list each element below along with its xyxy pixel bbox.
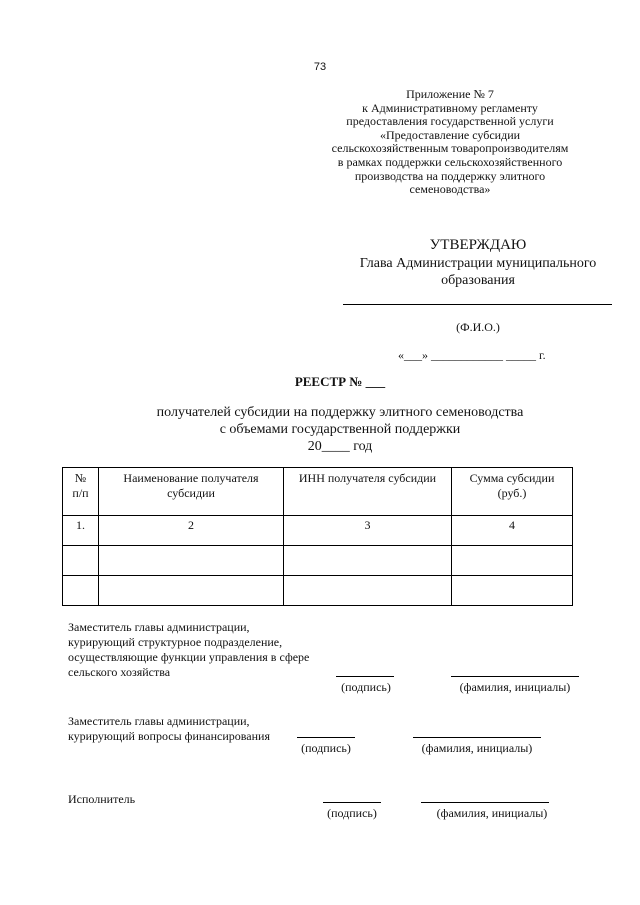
table-cell: 2 bbox=[99, 516, 284, 546]
executor-sign-caption: (подпись) bbox=[327, 806, 377, 820]
table-row bbox=[63, 546, 573, 576]
header-amount: Сумма субсидии (руб.) bbox=[452, 468, 573, 516]
table-cell bbox=[452, 546, 573, 576]
table-cell: 1. bbox=[63, 516, 99, 546]
approval-position-2: образования bbox=[441, 273, 515, 288]
appendix-line: «Предоставление субсидии bbox=[379, 127, 521, 142]
deputy-agri-name-line bbox=[451, 676, 579, 677]
table-cell bbox=[63, 546, 99, 576]
table-row bbox=[63, 516, 573, 546]
approval-position: Глава Администрации муниципального bbox=[359, 256, 597, 271]
header-recipient-name: Наименование получателя субсидии bbox=[99, 468, 284, 516]
table-cell bbox=[452, 576, 573, 606]
table-cell bbox=[99, 546, 284, 576]
executor-name-caption: (фамилия, инициалы) bbox=[436, 806, 548, 820]
deputy-finance-title: Заместитель главы администрации, курирующий вопросы финансирования bbox=[68, 714, 270, 743]
register-subtitle-line: с объемами государственной поддержки bbox=[219, 422, 461, 437]
table-cell bbox=[99, 576, 284, 606]
executor-signature-line bbox=[323, 802, 381, 803]
executor-label: Исполнитель bbox=[68, 792, 136, 806]
fio-caption: (Ф.И.О.) bbox=[456, 320, 500, 334]
appendix-line: производства на поддержку элитного bbox=[354, 168, 546, 183]
appendix-line: в рамках поддержки сельскохозяйственного bbox=[337, 154, 563, 169]
table-cell: 3 bbox=[284, 516, 452, 546]
deputy-finance-signature-line bbox=[297, 737, 355, 738]
table-cell bbox=[284, 576, 452, 606]
deputy-agri-title: Заместитель главы администрации, курирующий структурное подразделение, осуществляющие функции управления в сфере сельского хозяйства bbox=[68, 620, 310, 679]
approval-block bbox=[340, 236, 616, 289]
deputy-finance-name-line bbox=[413, 737, 541, 738]
table-header-row bbox=[63, 468, 573, 516]
register-table bbox=[62, 467, 573, 606]
table-cell bbox=[63, 576, 99, 606]
table-cell: 4 bbox=[452, 516, 573, 546]
appendix-line: семеноводства» bbox=[409, 182, 491, 197]
header-number: № п/п bbox=[63, 468, 99, 516]
appendix-block bbox=[300, 88, 600, 197]
table-row bbox=[63, 576, 573, 606]
approval-date: «___» ____________ _____ г. bbox=[398, 348, 546, 362]
deputy-agri-name-caption: (фамилия, инициалы) bbox=[459, 680, 571, 694]
header-inn: ИНН получателя субсидии bbox=[284, 468, 452, 516]
executor-name-line bbox=[421, 802, 549, 803]
approval-signature-line bbox=[343, 304, 612, 305]
register-year: 20____ год bbox=[307, 439, 373, 454]
appendix-line: Приложение № 7 bbox=[406, 87, 494, 101]
register-title: РЕЕСТР № ___ bbox=[294, 374, 386, 389]
appendix-line: сельскохозяйственным товаропроизводителям bbox=[331, 141, 569, 156]
deputy-finance-sign-caption: (подпись) bbox=[301, 741, 351, 755]
deputy-agri-sign-caption: (подпись) bbox=[341, 680, 391, 694]
register-subtitle bbox=[0, 404, 640, 455]
appendix-line: предоставления государственной услуги bbox=[346, 114, 554, 129]
approval-title: УТВЕРЖДАЮ bbox=[429, 237, 527, 253]
appendix-line: к Административному регламенту bbox=[362, 100, 538, 115]
deputy-finance-name-caption: (фамилия, инициалы) bbox=[421, 741, 533, 755]
deputy-agri-signature-line bbox=[336, 676, 394, 677]
table-cell bbox=[284, 546, 452, 576]
page-number: 73 bbox=[313, 61, 327, 73]
register-subtitle-line: получателей субсидии на поддержку элитного семеноводства bbox=[156, 405, 524, 420]
